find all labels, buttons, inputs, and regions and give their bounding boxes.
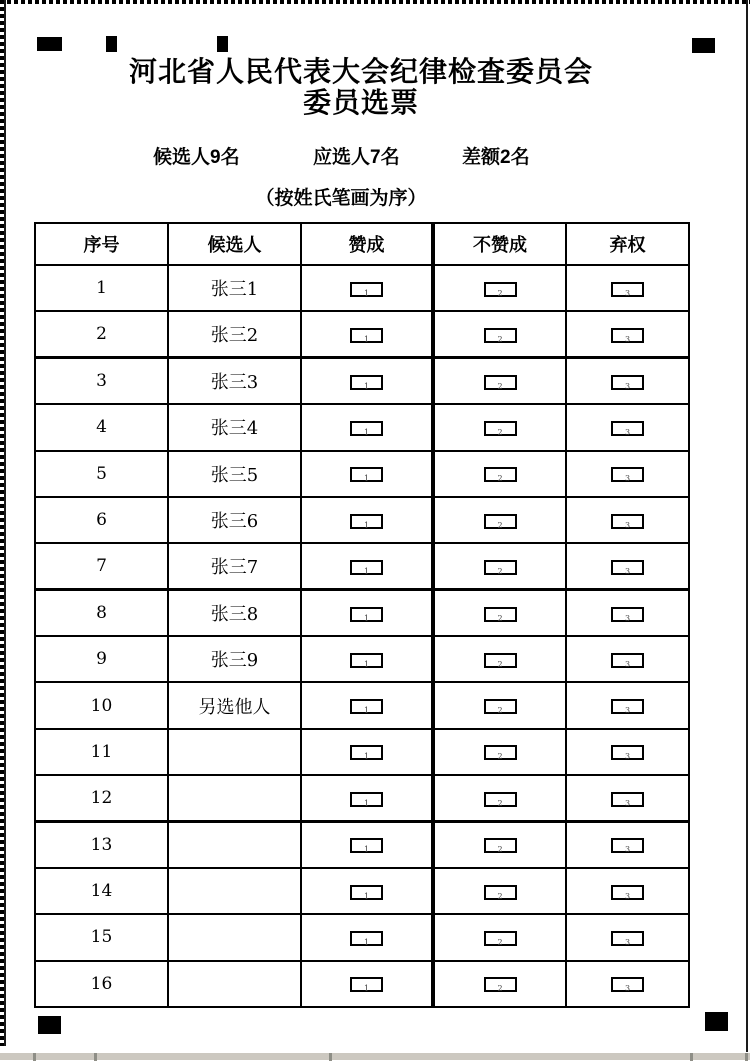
markbox-digit: 1	[363, 334, 370, 344]
header-candidate: 候选人	[168, 223, 301, 265]
markbox-digit: 2	[497, 427, 503, 437]
approve-markbox[interactable]	[350, 421, 383, 436]
markbox-digit: 1	[363, 474, 370, 484]
markbox-digit: 3	[624, 334, 631, 344]
serial-cell: 4	[35, 404, 168, 450]
oppose-cell	[433, 961, 566, 1007]
candidate-count-label: 候选人9名	[153, 147, 240, 168]
candidate-cell: 张三9	[168, 636, 301, 682]
markbox-digit: 1	[363, 984, 370, 994]
oppose-cell	[433, 868, 566, 914]
serial-cell: 9	[35, 636, 168, 682]
table-row	[35, 311, 689, 357]
markbox-digit: 2	[497, 752, 503, 762]
serial-cell: 14	[35, 868, 168, 914]
registration-mark	[692, 38, 715, 53]
serial-cell: 12	[35, 775, 168, 821]
markbox-digit: 1	[363, 566, 370, 576]
serial-cell: 8	[35, 590, 168, 636]
candidate-cell: 张三3	[168, 358, 301, 404]
table-row	[35, 358, 689, 404]
approve-cell	[301, 914, 433, 960]
approve-cell	[301, 636, 433, 682]
abstain-cell	[566, 775, 689, 821]
abstain-markbox[interactable]	[611, 560, 644, 575]
abstain-cell	[566, 311, 689, 357]
oppose-markbox[interactable]	[484, 885, 517, 900]
approve-cell	[301, 497, 433, 543]
table-row	[35, 543, 689, 589]
markbox-digit: 1	[363, 891, 370, 901]
oppose-markbox[interactable]	[484, 977, 517, 992]
ballot-title	[34, 56, 688, 118]
header-oppose: 不赞成	[433, 223, 566, 265]
table-header-row	[35, 223, 689, 265]
markbox-digit: 1	[363, 752, 370, 762]
difference-count-label: 差额2名	[462, 147, 530, 168]
markbox-digit: 3	[624, 288, 631, 298]
markbox-digit: 1	[363, 798, 370, 808]
serial-cell: 15	[35, 914, 168, 960]
abstain-cell	[566, 822, 689, 868]
markbox-digit: 1	[363, 613, 370, 623]
approve-cell	[301, 265, 433, 311]
abstain-markbox[interactable]	[611, 375, 644, 390]
approve-markbox[interactable]	[350, 885, 383, 900]
markbox-digit: 1	[363, 288, 370, 298]
approve-cell	[301, 451, 433, 497]
approve-markbox[interactable]	[350, 653, 383, 668]
serial-cell: 16	[35, 961, 168, 1007]
table-row	[35, 822, 689, 868]
oppose-markbox[interactable]	[484, 282, 517, 297]
candidate-cell: 张三2	[168, 311, 301, 357]
abstain-cell	[566, 358, 689, 404]
table-row	[35, 265, 689, 311]
markbox-digit: 3	[624, 845, 631, 855]
header-serial: 序号	[35, 223, 168, 265]
markbox-digit: 3	[624, 984, 631, 994]
markbox-digit: 1	[363, 381, 370, 391]
markbox-digit: 1	[363, 706, 370, 716]
approve-cell	[301, 543, 433, 589]
abstain-cell	[566, 914, 689, 960]
approve-markbox[interactable]	[350, 607, 383, 622]
oppose-markbox[interactable]	[484, 838, 517, 853]
oppose-cell	[433, 822, 566, 868]
markbox-digit: 3	[624, 937, 631, 947]
serial-cell: 13	[35, 822, 168, 868]
to-elect-count-label: 应选人7名	[313, 147, 400, 168]
abstain-cell	[566, 590, 689, 636]
table-row	[35, 868, 689, 914]
approve-markbox[interactable]	[350, 838, 383, 853]
approve-markbox[interactable]	[350, 328, 383, 343]
candidate-cell: 张三4	[168, 404, 301, 450]
approve-cell	[301, 822, 433, 868]
candidate-cell: 张三5	[168, 451, 301, 497]
abstain-markbox[interactable]	[611, 421, 644, 436]
oppose-cell	[433, 497, 566, 543]
approve-cell	[301, 868, 433, 914]
approve-cell	[301, 590, 433, 636]
approve-markbox[interactable]	[350, 931, 383, 946]
approve-markbox[interactable]	[350, 282, 383, 297]
markbox-digit: 2	[497, 566, 503, 576]
approve-markbox[interactable]	[350, 699, 383, 714]
candidate-cell: 张三7	[168, 543, 301, 589]
registration-mark	[38, 1016, 61, 1034]
table-row	[35, 497, 689, 543]
abstain-cell	[566, 868, 689, 914]
markbox-digit: 2	[497, 520, 503, 530]
markbox-digit: 3	[624, 381, 631, 391]
candidate-cell: 张三6	[168, 497, 301, 543]
abstain-cell	[566, 265, 689, 311]
info-row	[0, 142, 750, 168]
abstain-markbox[interactable]	[611, 838, 644, 853]
markbox-digit: 3	[624, 474, 631, 484]
markbox-digit: 2	[497, 984, 503, 994]
oppose-cell	[433, 265, 566, 311]
approve-cell	[301, 961, 433, 1007]
table-row	[35, 775, 689, 821]
oppose-cell	[433, 914, 566, 960]
markbox-digit: 2	[497, 474, 503, 484]
approve-markbox[interactable]	[350, 560, 383, 575]
oppose-markbox[interactable]	[484, 514, 517, 529]
perforation-top-edge	[0, 0, 750, 4]
abstain-cell	[566, 682, 689, 728]
abstain-markbox[interactable]	[611, 977, 644, 992]
oppose-cell	[433, 590, 566, 636]
serial-cell: 11	[35, 729, 168, 775]
table-row	[35, 590, 689, 636]
markbox-digit: 2	[497, 798, 503, 808]
candidate-cell	[168, 868, 301, 914]
abstain-markbox[interactable]	[611, 282, 644, 297]
abstain-markbox[interactable]	[611, 467, 644, 482]
serial-cell: 1	[35, 265, 168, 311]
abstain-cell	[566, 497, 689, 543]
markbox-digit: 2	[497, 613, 503, 623]
markbox-digit: 3	[624, 891, 631, 901]
markbox-digit: 2	[497, 706, 503, 716]
table-row	[35, 636, 689, 682]
candidate-cell	[168, 914, 301, 960]
markbox-digit: 3	[624, 706, 631, 716]
markbox-digit: 3	[624, 613, 631, 623]
oppose-cell	[433, 358, 566, 404]
approve-cell	[301, 775, 433, 821]
markbox-digit: 3	[624, 798, 631, 808]
abstain-markbox[interactable]	[611, 931, 644, 946]
oppose-markbox[interactable]	[484, 653, 517, 668]
abstain-markbox[interactable]	[611, 699, 644, 714]
oppose-cell	[433, 404, 566, 450]
oppose-markbox[interactable]	[484, 421, 517, 436]
candidate-cell	[168, 729, 301, 775]
oppose-cell	[433, 451, 566, 497]
registration-mark	[217, 36, 228, 52]
abstain-cell	[566, 636, 689, 682]
approve-markbox[interactable]	[350, 514, 383, 529]
oppose-cell	[433, 682, 566, 728]
abstain-markbox[interactable]	[611, 745, 644, 760]
oppose-markbox[interactable]	[484, 792, 517, 807]
title-line-1: 河北省人民代表大会纪律检查委员会	[128, 56, 593, 87]
markbox-digit: 1	[363, 659, 370, 669]
oppose-markbox[interactable]	[484, 931, 517, 946]
oppose-cell	[433, 636, 566, 682]
oppose-cell	[433, 311, 566, 357]
markbox-digit: 2	[497, 659, 503, 669]
abstain-cell	[566, 729, 689, 775]
oppose-cell	[433, 729, 566, 775]
abstain-markbox[interactable]	[611, 792, 644, 807]
oppose-markbox[interactable]	[484, 699, 517, 714]
oppose-cell	[433, 543, 566, 589]
abstain-markbox[interactable]	[611, 514, 644, 529]
markbox-digit: 1	[363, 845, 370, 855]
table-row	[35, 729, 689, 775]
abstain-markbox[interactable]	[611, 607, 644, 622]
approve-markbox[interactable]	[350, 375, 383, 390]
serial-cell: 3	[35, 358, 168, 404]
oppose-markbox[interactable]	[484, 560, 517, 575]
oppose-markbox[interactable]	[484, 745, 517, 760]
abstain-cell	[566, 451, 689, 497]
approve-markbox[interactable]	[350, 977, 383, 992]
approve-cell	[301, 311, 433, 357]
oppose-cell	[433, 775, 566, 821]
markbox-digit: 3	[624, 752, 631, 762]
abstain-cell	[566, 961, 689, 1007]
markbox-digit: 2	[497, 381, 503, 391]
approve-markbox[interactable]	[350, 792, 383, 807]
header-approve: 赞成	[301, 223, 433, 265]
markbox-digit: 2	[497, 845, 503, 855]
serial-cell: 7	[35, 543, 168, 589]
ballot-table-body	[35, 265, 689, 1007]
oppose-markbox[interactable]	[484, 467, 517, 482]
status-bar	[0, 1052, 750, 1060]
registration-mark	[705, 1012, 728, 1031]
serial-cell: 5	[35, 451, 168, 497]
candidate-cell	[168, 775, 301, 821]
serial-cell: 2	[35, 311, 168, 357]
markbox-digit: 3	[624, 520, 631, 530]
candidate-cell: 张三8	[168, 590, 301, 636]
markbox-digit: 3	[624, 566, 631, 576]
oppose-markbox[interactable]	[484, 375, 517, 390]
oppose-markbox[interactable]	[484, 607, 517, 622]
oppose-markbox[interactable]	[484, 328, 517, 343]
serial-cell: 10	[35, 682, 168, 728]
approve-markbox[interactable]	[350, 745, 383, 760]
table-row	[35, 682, 689, 728]
markbox-digit: 2	[497, 334, 503, 344]
markbox-digit: 1	[363, 427, 370, 437]
markbox-digit: 3	[624, 659, 631, 669]
table-row	[35, 914, 689, 960]
approve-cell	[301, 404, 433, 450]
approve-markbox[interactable]	[350, 467, 383, 482]
approve-cell	[301, 729, 433, 775]
abstain-markbox[interactable]	[611, 653, 644, 668]
markbox-digit: 2	[497, 288, 503, 298]
registration-mark	[106, 36, 117, 52]
table-row	[35, 404, 689, 450]
abstain-cell	[566, 543, 689, 589]
title-line-2: 委员选票	[302, 87, 419, 118]
abstain-markbox[interactable]	[611, 885, 644, 900]
markbox-digit: 1	[363, 520, 370, 530]
ballot-table	[34, 222, 690, 1008]
markbox-digit: 2	[497, 891, 503, 901]
table-row	[35, 451, 689, 497]
approve-cell	[301, 358, 433, 404]
candidate-cell	[168, 961, 301, 1007]
abstain-cell	[566, 404, 689, 450]
markbox-digit: 1	[363, 937, 370, 947]
abstain-markbox[interactable]	[611, 328, 644, 343]
serial-cell: 6	[35, 497, 168, 543]
registration-mark	[37, 37, 62, 51]
sort-order-note: （按姓氏笔画为序）	[255, 188, 427, 209]
table-row	[35, 961, 689, 1007]
candidate-cell	[168, 822, 301, 868]
header-abstain: 弃权	[566, 223, 689, 265]
candidate-cell: 另选他人	[168, 682, 301, 728]
markbox-digit: 2	[497, 937, 503, 947]
approve-cell	[301, 682, 433, 728]
markbox-digit: 3	[624, 427, 631, 437]
candidate-cell: 张三1	[168, 265, 301, 311]
